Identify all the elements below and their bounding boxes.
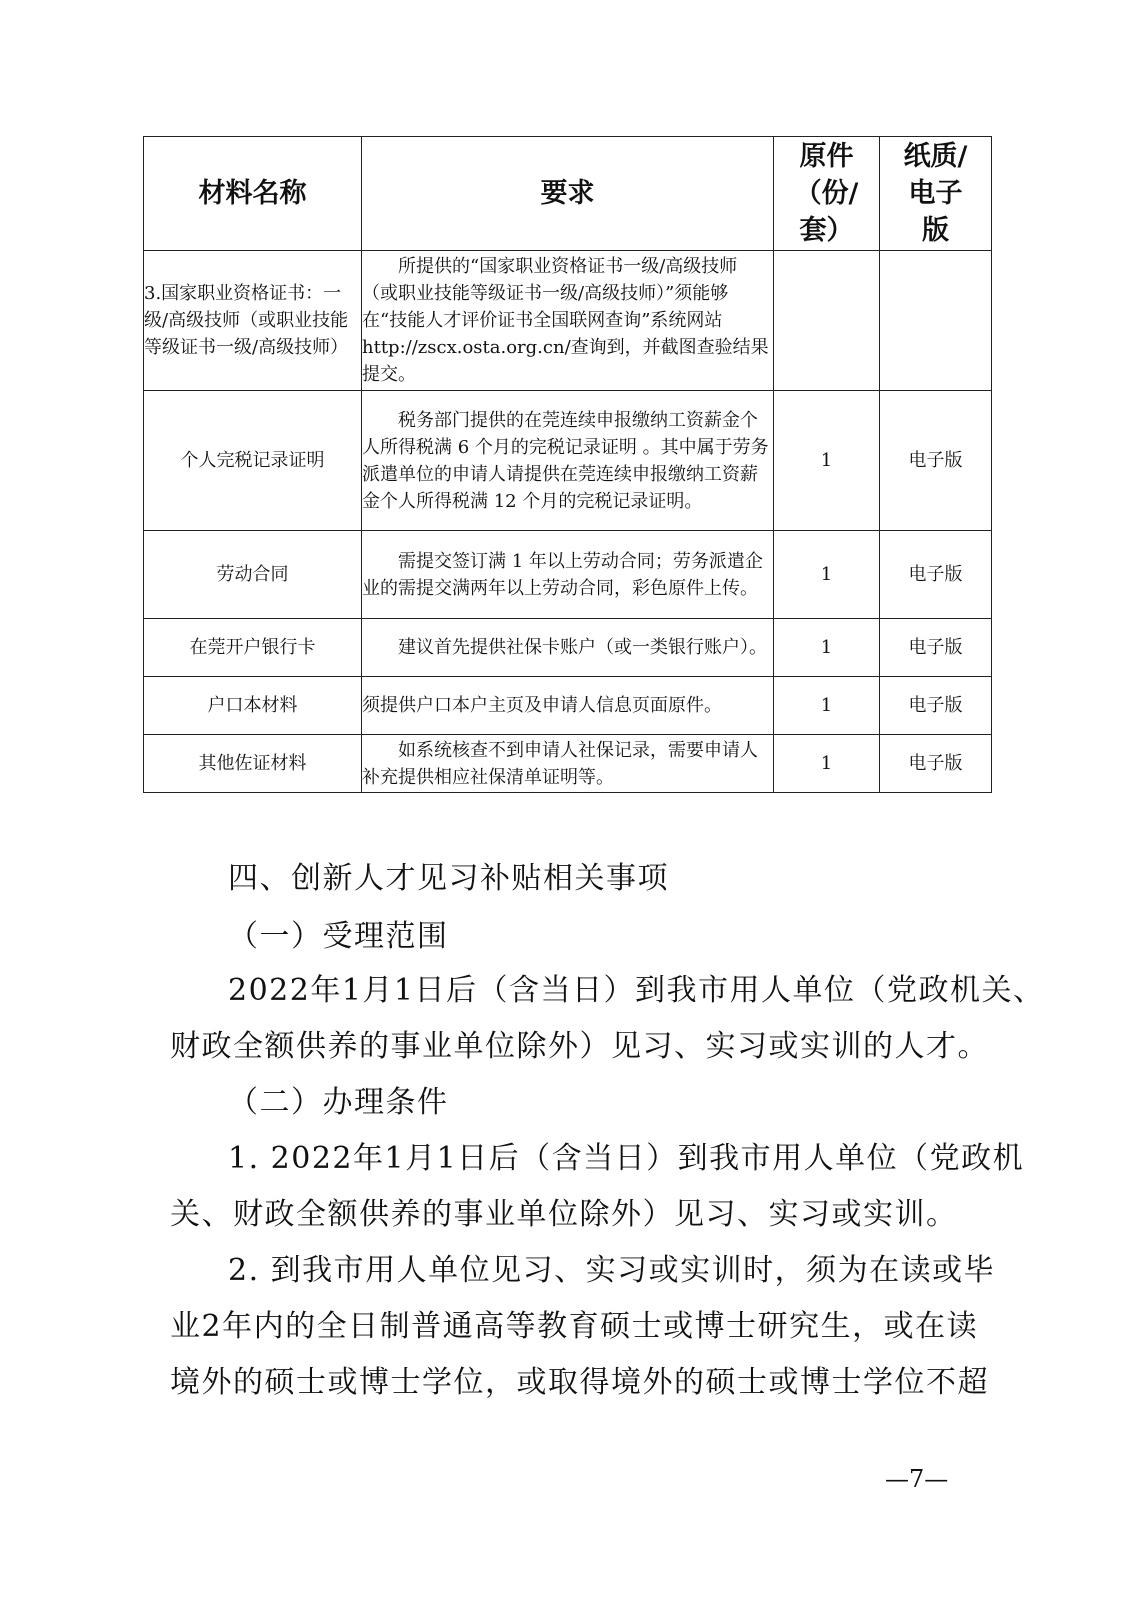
header-material-name: 材料名称 [144,137,362,251]
paragraph-line: 业2年内的全日制普通高等教育硕士或博士研究生，或在读 [170,1309,979,1344]
paragraph-line: 财政全额供养的事业单位除外）见习、实习或实训的人才。 [170,1029,989,1064]
table-row [144,735,992,793]
requirement-cell: 税务部门提供的在莞连续申报缴纳工资薪金个人所得税满 6 个月的完税记录证明 。其中属于劳务派遣单位的申请人请提供在莞连续申报缴纳工资薪金个人所得税满 12 个月的完税记录证明。 [362,391,774,531]
material-name-cell: 在莞开户银行卡 [144,619,362,677]
copies-cell [774,251,880,391]
format-cell: 电子版 [880,619,992,677]
material-name-cell: 个人完税记录证明 [144,391,362,531]
table-row [144,677,992,735]
material-name-cell: 其他佐证材料 [144,735,362,793]
material-name-cell: 3.国家职业资格证书：一级/高级技师（或职业技能等级证书一级/高级技师） [144,251,362,391]
header-format-line: 版 [922,215,949,246]
paragraph-line: 1. 2022年1月1日后（含当日）到我市用人单位（党政机 [228,1141,1025,1176]
copies-cell: 1 [774,391,880,531]
material-name-cell: 劳动合同 [144,531,362,619]
copies-cell: 1 [774,677,880,735]
material-name-cell: 户口本材料 [144,677,362,735]
paragraph-line: 关、财政全额供养的事业单位除外）见习、实习或实训。 [170,1197,958,1232]
paragraph-line: 境外的硕士或博士学位，或取得境外的硕士或博士学位不超 [170,1365,989,1400]
section-heading: 四、创新人才见习补贴相关事项 [228,861,669,896]
subheading-conditions: （二）办理条件 [228,1085,449,1120]
table-header-row [144,137,992,251]
table-row [144,251,992,391]
requirement-cell: 建议首先提供社保卡账户（或一类银行账户）。 [362,619,774,677]
header-requirement: 要求 [362,137,774,251]
format-cell: 电子版 [880,391,992,531]
header-format-line: 电子 [908,178,963,209]
page-number: —7— [885,1465,949,1493]
header-copies-line: 套） [799,215,854,246]
table-row [144,619,992,677]
header-copies-line: （份/ [794,178,859,209]
format-cell: 电子版 [880,531,992,619]
format-cell [880,251,992,391]
format-cell: 电子版 [880,735,992,793]
header-copies [774,137,880,251]
header-format-line: 纸质/ [903,141,968,172]
copies-cell: 1 [774,531,880,619]
requirement-cell: 如系统核查不到申请人社保记录，需要申请人补充提供相应社保清单证明等。 [362,735,774,793]
requirement-cell: 所提供的“国家职业资格证书一级/高级技师（或职业技能等级证书一级/高级技师）”须能够在“技能人才评价证书全国联网查询”系统网站 http://zscx.osta.org.cn/查询到，并截图查验结果提交。 [362,251,774,391]
table-row [144,391,992,531]
copies-cell: 1 [774,619,880,677]
subheading-scope: （一）受理范围 [228,919,449,954]
header-copies-line: 原件 [799,141,854,172]
table-row [144,531,992,619]
requirement-cell: 需提交签订满 1 年以上劳动合同；劳务派遣企业的需提交满两年以上劳动合同，彩色原件上传。 [362,531,774,619]
copies-cell: 1 [774,735,880,793]
format-cell: 电子版 [880,677,992,735]
paragraph-line: 2022年1月1日后（含当日）到我市用人单位（党政机关、 [228,973,1045,1008]
materials-table [143,136,992,793]
requirement-cell: 须提供户口本户主页及申请人信息页面原件。 [362,677,774,735]
header-format [880,137,992,251]
paragraph-line: 2. 到我市用人单位见习、实习或实训时，须为在读或毕 [228,1253,996,1288]
